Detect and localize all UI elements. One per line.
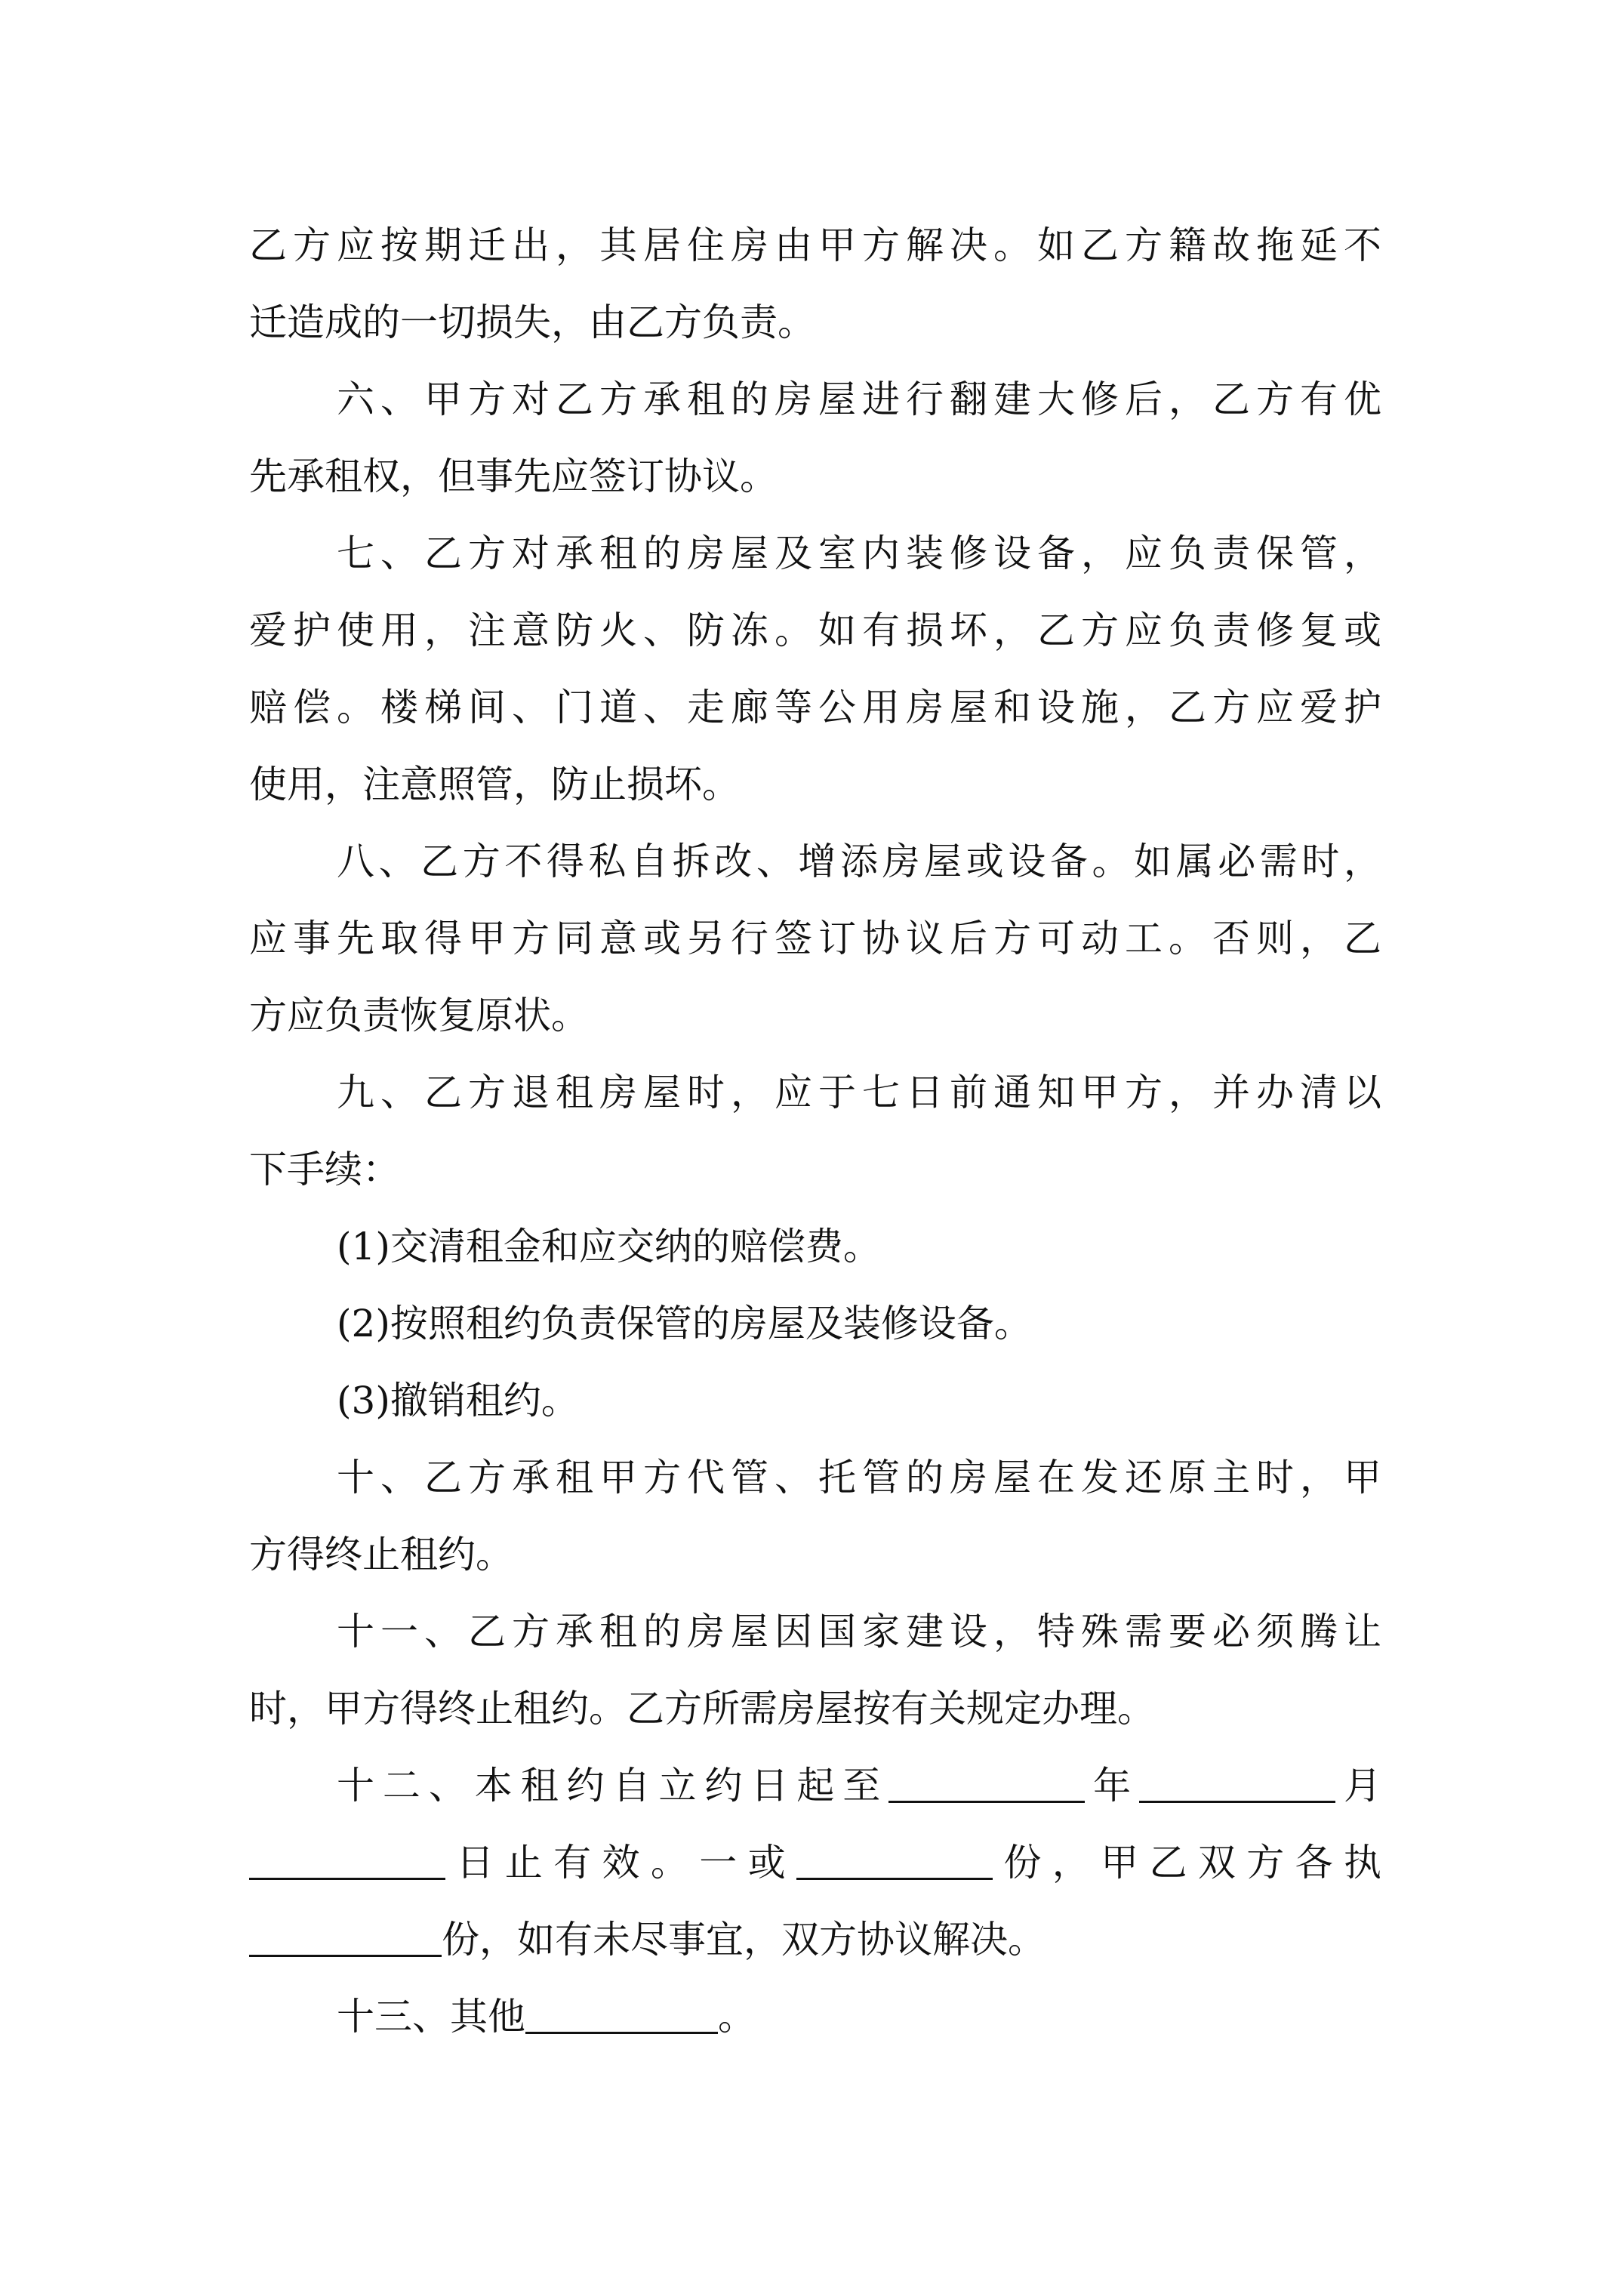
clause-7-line: 七、乙方对承租的房屋及室内装修设备，应负责保管， [337, 532, 1381, 575]
text-line: 先承租权，但事先应签订协议。 [249, 455, 778, 498]
year-label: 年 [1085, 1764, 1140, 1808]
sub-item-2: (2)按照租约负责保管的房屋及装修设备。 [337, 1302, 1032, 1345]
each-label: 份，如有未尽事宜，双方协议解决。 [442, 1918, 1046, 1962]
fill-blank-copies [796, 1832, 993, 1880]
fill-blank-month [1139, 1755, 1335, 1803]
clause-12-text: 十二、本租约自立约日起至 [337, 1764, 889, 1808]
clause-12-line [249, 1747, 1381, 1824]
text-line: 应事先取得甲方同意或另行签订协议后方可动工。否则，乙 [249, 917, 1381, 960]
clause-12-line [249, 1901, 1381, 1978]
text-line: 下手续： [249, 1148, 400, 1191]
clause-12-line [249, 1824, 1381, 1901]
clause-13-line [249, 1978, 1381, 2055]
clause-11-line: 十一、乙方承租的房屋因国家建设，特殊需要必须腾让 [337, 1610, 1381, 1653]
period-mark: 。 [718, 1995, 756, 2039]
text-line: 爱护使用，注意防火、防冻。如有损坏，乙方应负责修复或 [249, 609, 1381, 652]
text-line: 赔偿。楼梯间、门道、走廊等公用房屋和设施，乙方应爱护 [249, 686, 1381, 729]
clause-8-line: 八、乙方不得私自拆改、增添房屋或设备。如属必需时， [337, 840, 1381, 883]
text-line: 使用，注意照管，防止损坏。 [249, 763, 740, 806]
clause-6-line: 六、甲方对乙方承租的房屋进行翻建大修后，乙方有优 [337, 378, 1381, 421]
text-line: 乙方应按期迁出，其居住房由甲方解决。如乙方籍故拖延不 [249, 223, 1381, 267]
text-line: 时，甲方得终止租约。乙方所需房屋按有关规定办理。 [249, 1687, 1155, 1730]
text-line: 迁造成的一切损失，由乙方负责。 [249, 300, 815, 344]
sub-item-1: (1)交清租金和应交纳的赔偿费。 [337, 1225, 881, 1268]
clause-9-line: 九、乙方退租房屋时，应于七日前通知甲方，并办清以 [337, 1071, 1381, 1114]
clause-13-text: 十三、其他 [337, 1995, 525, 2039]
fill-blank-each [249, 1909, 442, 1957]
document-body [249, 207, 1381, 2055]
text-line: 方应负责恢复原状。 [249, 994, 589, 1037]
fill-blank-other [525, 1986, 718, 2034]
day-label: 日止有效。一或 [445, 1841, 796, 1885]
copies-label: 份，甲乙双方各执 [993, 1841, 1381, 1885]
text-line: 方得终止租约。 [249, 1533, 513, 1576]
fill-blank-day [249, 1832, 445, 1880]
clause-10-line: 十、乙方承租甲方代管、托管的房屋在发还原主时，甲 [337, 1456, 1381, 1499]
month-label: 月 [1335, 1764, 1381, 1808]
fill-blank-year [888, 1755, 1085, 1803]
sub-item-3: (3)撤销租约。 [337, 1379, 579, 1422]
